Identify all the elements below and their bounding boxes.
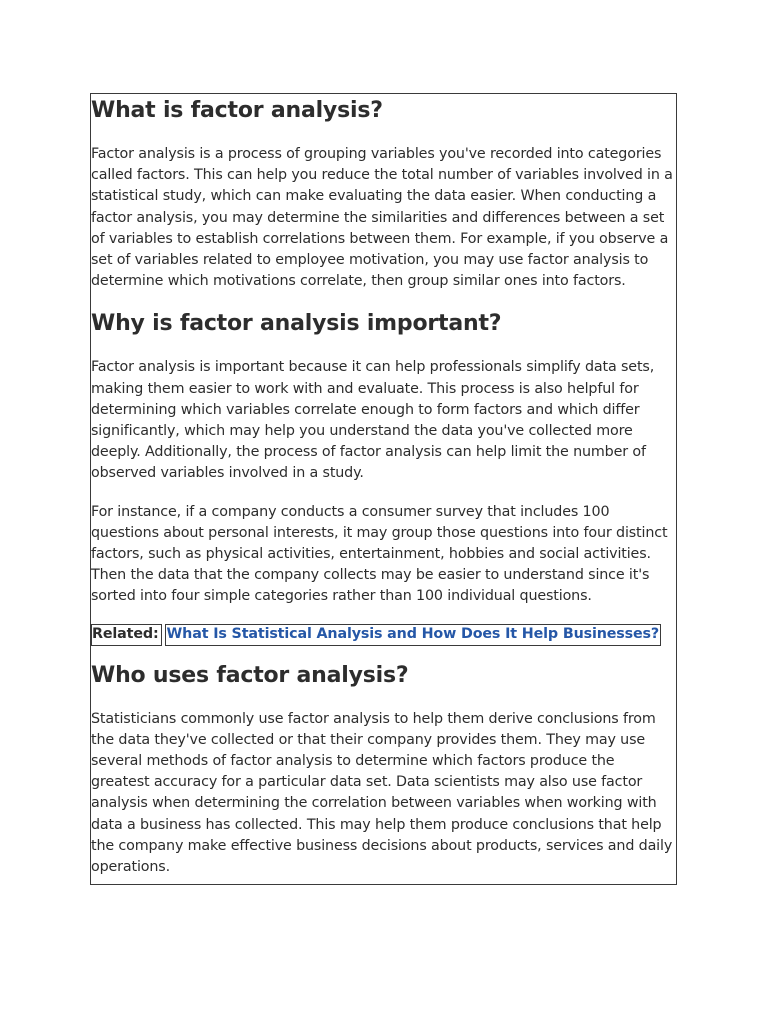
heading-why-factor-analysis-important: Why is factor analysis important?: [91, 311, 502, 337]
related-article-row: [91, 624, 676, 646]
document-frame: [90, 93, 677, 885]
heading-what-is-factor-analysis: What is factor analysis?: [91, 98, 383, 123]
paragraph-example: For instance, if a company conducts a consumer survey that includes 100 questions about personal interests, it may group those questions into four distinct factors, such as physical activities, entertainment, hobbies and social activities. Then the data that the company collects may be easier to understand since it's sorted into four simple categories rather than 100 individual questions.: [91, 503, 668, 605]
paragraph-importance: Factor analysis is important because it can help professionals simplify data sets, making them easier to work with and evaluate. This process is also helpful for determining which variables correlate enough to form factors and which differ significantly, which may help you understand the data you've collected more deeply. Additionally, the process of factor analysis can help limit the number of observed variables involved in a study.: [91, 359, 655, 482]
paragraph-who-uses: Statisticians commonly use factor analysis to help them derive conclusions from the data they've collected or that their company provides them. They may use several methods of factor analysis to determine which factors produce the greatest accuracy for a particular data set. Data scientists may also use factor analysis when determining the correlation between variables when working with data a business has collected. This may help them produce conclusions that help the company make effective business decisions about products, services and daily operations.: [91, 710, 673, 876]
related-label: Related:: [91, 624, 162, 646]
related-article-link[interactable]: What Is Statistical Analysis and How Does It Help Businesses?: [165, 624, 662, 646]
heading-who-uses-factor-analysis: Who uses factor analysis?: [91, 662, 409, 688]
paragraph-definition: Factor analysis is a process of grouping variables you've recorded into categories called factors. This can help you reduce the total number of variables involved in a statistical study, which can make evaluating the data easier. When conducting a factor analysis, you may determine the similarities and differences between a set of variables to establish correlations between them. For example, if you observe a set of variables related to employee motivation, you may use factor analysis to determine which motivations correlate, then group similar ones into factors.: [91, 146, 673, 290]
